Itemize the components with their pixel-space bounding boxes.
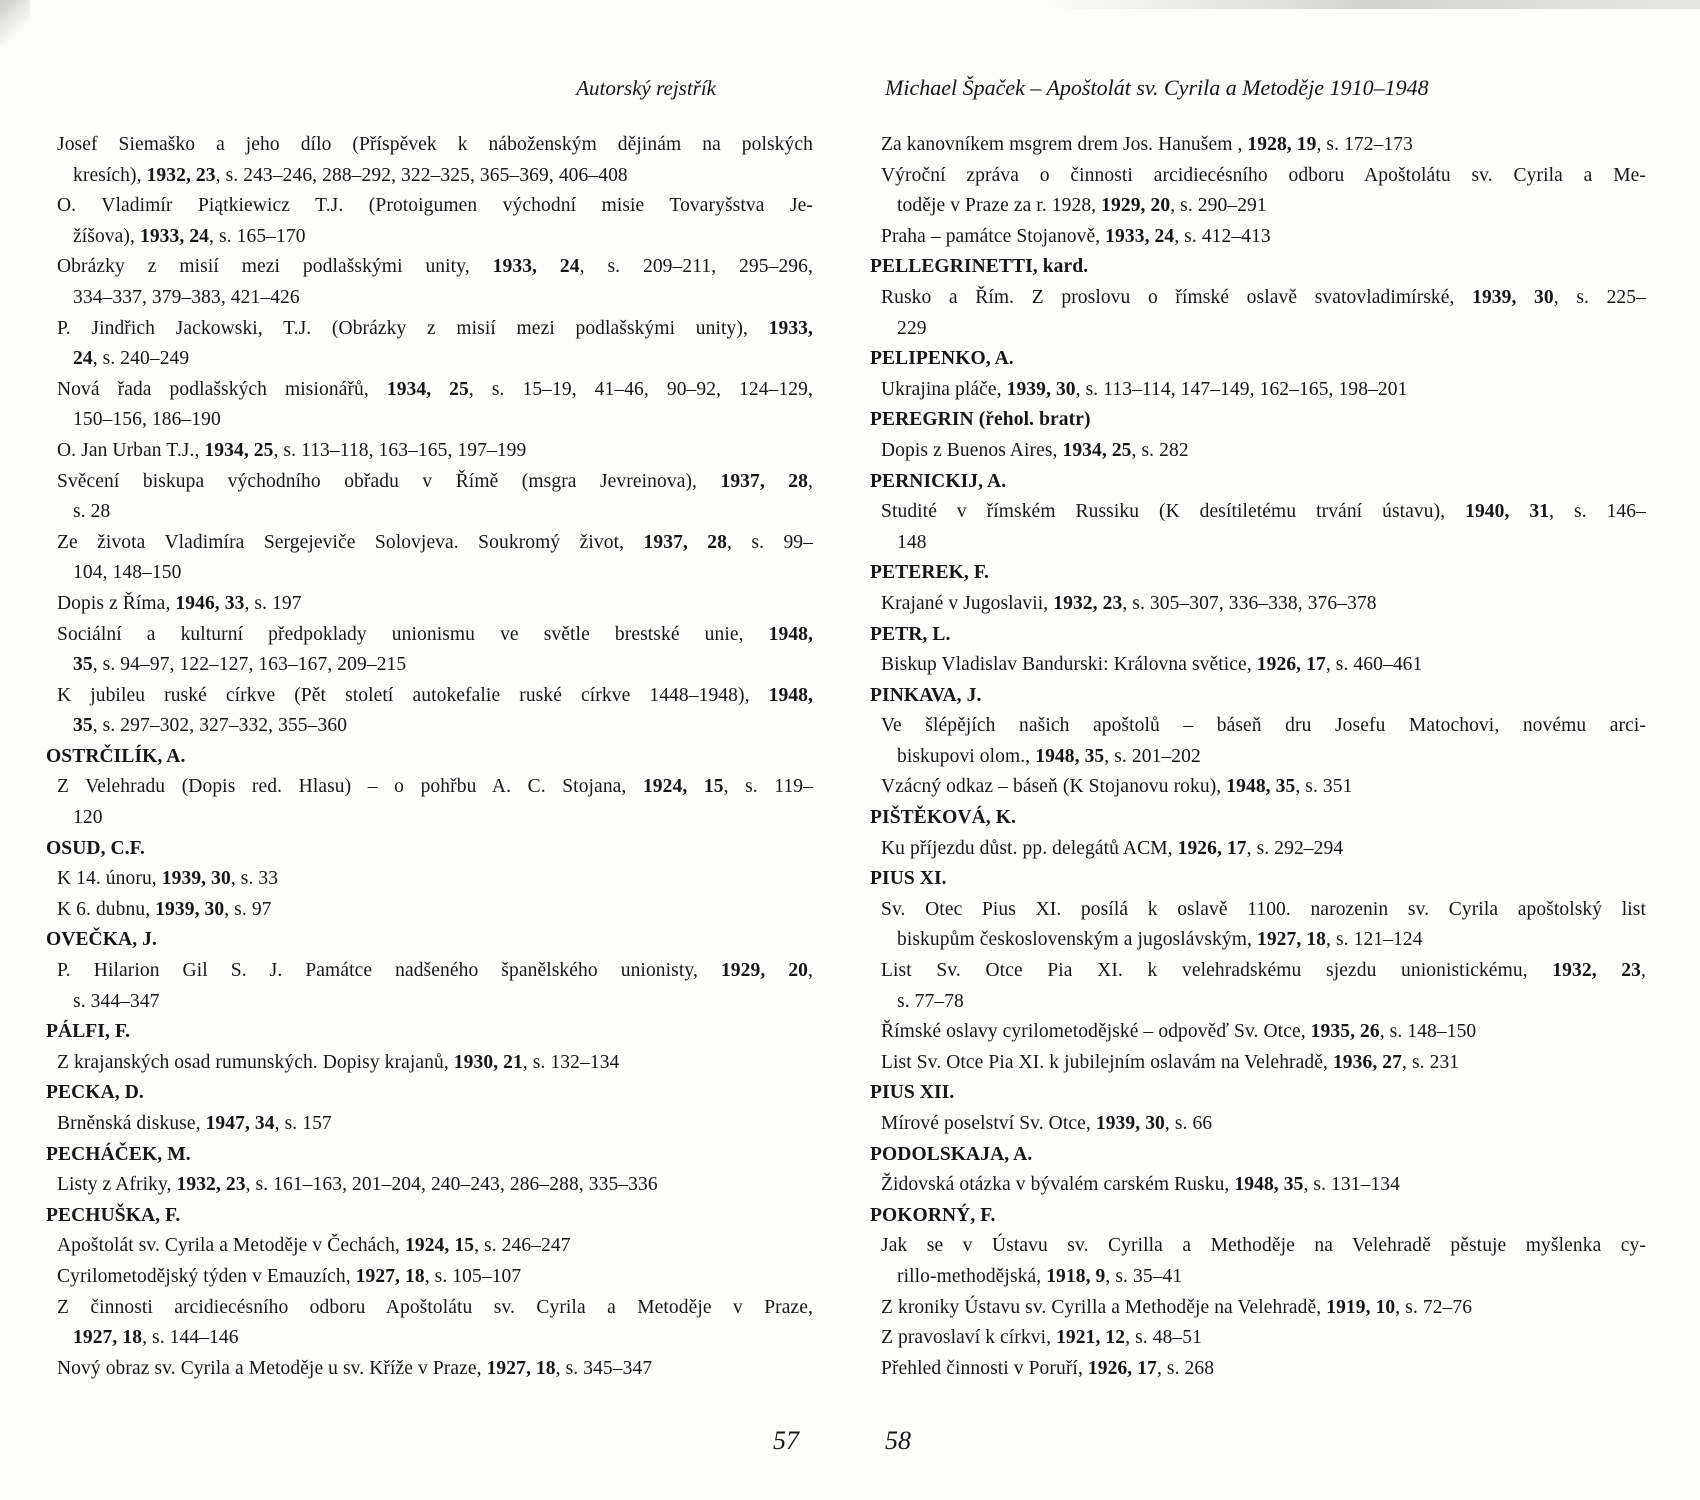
entry-text: Apoštolát sv. Cyrila a Metoděje v Čechách, <box>57 1235 405 1257</box>
year-volume-bold: 1937, 28 <box>720 470 808 492</box>
index-entry <box>46 895 813 926</box>
entry-text: , s. 292–294 <box>1246 837 1344 859</box>
index-entry <box>870 1017 1646 1048</box>
entry-text: P. Jindřich Jackowski, T.J. (Obrázky z misií mezi podlašskými unity), <box>57 317 769 339</box>
entry-line <box>881 1293 1646 1324</box>
entry-text: , s. 297–302, 327–332, 355–360 <box>92 715 348 737</box>
entry-text: Z kroniky Ústavu sv. Cyrilla a Methoděje na Velehradě, <box>881 1296 1327 1318</box>
author-heading: PETR, L. <box>870 623 951 645</box>
entry-line <box>57 681 813 712</box>
entry-text: , s. 412–413 <box>1174 225 1271 247</box>
year-volume-bold: 1924, 15 <box>405 1235 475 1257</box>
entry-text: , <box>808 470 813 492</box>
year-volume-bold: 1933, 24 <box>139 225 210 247</box>
year-volume-bold: 1948, 35 <box>1226 776 1296 798</box>
entry-line <box>881 1354 1646 1385</box>
entry-text: , s. 305–307, 336–338, 376–378 <box>1122 592 1377 614</box>
entry-line <box>881 711 1646 742</box>
entry-line <box>881 375 1646 406</box>
entry-line <box>57 864 813 895</box>
index-entry <box>870 772 1646 803</box>
entry-text: 229 <box>897 317 927 339</box>
index-entry <box>46 620 813 681</box>
index-column-right <box>870 130 1646 1384</box>
entry-text: Ve šlépějích našich apoštolů – báseň dru Josefu Matochovi, novému arci- <box>881 715 1646 737</box>
entry-line <box>73 558 813 589</box>
entry-text: biskupovi olom., <box>897 745 1036 767</box>
year-volume-bold: 1926, 17 <box>1177 837 1247 859</box>
year-volume-bold: 1927, 18 <box>1256 929 1327 951</box>
entry-text: K 14. únoru, <box>57 868 162 890</box>
index-entry <box>46 436 813 467</box>
entry-text: Z pravoslaví k církvi, <box>881 1327 1057 1349</box>
entry-line <box>57 375 813 406</box>
entry-text: 150–156, 186–190 <box>73 409 221 431</box>
entry-text: List Sv. Otce Pia XI. k jubilejním oslavám na Velehradě, <box>881 1051 1333 1073</box>
entry-text: 148 <box>897 531 927 553</box>
entry-line <box>73 803 813 834</box>
entry-text: , s. 35–41 <box>1105 1265 1183 1287</box>
entry-text: , s. 282 <box>1131 439 1189 461</box>
index-entry <box>46 528 813 589</box>
index-entry <box>46 681 813 742</box>
year-volume-bold: 1918, 9 <box>1046 1265 1106 1287</box>
entry-text: Z krajanských osad rumunských. Dopisy krajanů, <box>57 1051 454 1073</box>
year-volume-bold: 1948, 35 <box>1035 745 1105 767</box>
entry-line <box>881 222 1646 253</box>
entry-text: , s. 113–114, 147–149, 162–165, 198–201 <box>1075 378 1408 400</box>
entry-text: Sv. Otec Pius XI. posílá k oslavě 1100. narozenin sv. Cyrila apoštolský list <box>881 898 1646 920</box>
index-column-left <box>46 130 813 1384</box>
entry-text: , s. 144–146 <box>142 1327 239 1349</box>
running-head-left: Autorský rejstřík <box>576 76 716 100</box>
entry-line <box>881 1017 1646 1048</box>
entry-line <box>73 161 813 192</box>
entry-line <box>57 589 813 620</box>
entry-text: O. Jan Urban T.J., <box>57 439 205 461</box>
index-entry <box>870 1048 1646 1079</box>
year-volume-bold: 35 <box>73 654 93 676</box>
year-volume-bold: 1933, <box>768 317 813 339</box>
entry-line <box>73 711 813 742</box>
index-entry <box>870 834 1646 865</box>
entry-text: s. 77–78 <box>897 990 964 1012</box>
entry-text: , s. 48–51 <box>1125 1327 1202 1349</box>
entry-line <box>57 130 813 161</box>
year-volume-bold: 1933, 24 <box>1105 225 1175 247</box>
index-entry <box>46 1170 813 1201</box>
entry-text: Z Velehradu (Dopis red. Hlasu) – o pohřbu A. C. Stojana, <box>57 776 643 798</box>
entry-text: , s. 66 <box>1164 1113 1213 1134</box>
entry-text: , s. 209–211, 295–296, <box>579 256 813 278</box>
entry-text: s. 344–347 <box>73 990 160 1012</box>
entry-text: Rusko a Řím. Z proslovu o římské oslavě svatovladimírské, <box>881 286 1473 308</box>
entry-text: žíšova), <box>73 225 140 247</box>
index-entry <box>46 252 813 313</box>
entry-line <box>897 528 1646 559</box>
entry-text: Listy z Afriky, <box>57 1174 177 1196</box>
index-entry <box>46 1048 813 1079</box>
author-heading: PODOLSKAJA, A. <box>870 1143 1033 1165</box>
index-entry <box>870 711 1646 772</box>
entry-text: , s. 460–461 <box>1325 654 1423 676</box>
index-entry <box>46 1231 813 1262</box>
entry-line <box>897 987 1646 1018</box>
index-entry <box>46 1262 813 1293</box>
year-volume-bold: 1932, 23 <box>176 1174 246 1196</box>
year-volume-bold: 1936, 27 <box>1332 1051 1403 1073</box>
entry-line <box>881 130 1646 161</box>
entry-line <box>881 1231 1646 1262</box>
author-heading: PINKAVA, J. <box>870 684 982 706</box>
index-entry <box>46 314 813 375</box>
year-volume-bold: 1948, <box>768 684 813 706</box>
entry-line <box>57 1231 813 1262</box>
author-heading: PELLEGRINETTI, kard. <box>870 256 1089 278</box>
index-entry <box>870 1109 1646 1140</box>
entry-line <box>57 252 813 283</box>
year-volume-bold: 1927, 18 <box>73 1327 143 1349</box>
entry-line <box>57 528 813 559</box>
entry-text: , s. 165–170 <box>209 225 306 247</box>
author-heading: OSTRČILÍK, A. <box>46 745 186 767</box>
entry-line <box>57 1262 813 1293</box>
entry-text: Jak se v Ústavu sv. Cyrilla a Methoděje na Velehradě pěstuje myšlenka cy- <box>881 1235 1646 1257</box>
author-heading: PÁLFI, F. <box>46 1021 131 1043</box>
index-entry <box>870 222 1646 253</box>
entry-text: , <box>808 960 813 982</box>
index-entry <box>870 1323 1646 1354</box>
entry-text: Svěcení biskupa východního obřadu v Římě (msgra Jevreinova), <box>57 470 721 492</box>
entry-text: , s. 345–347 <box>555 1357 653 1379</box>
entry-text: Za kanovníkem msgrem drem Jos. Hanušem , <box>881 134 1248 155</box>
entry-line <box>57 191 813 222</box>
year-volume-bold: 1932, 23 <box>146 164 216 186</box>
entry-line <box>73 344 813 375</box>
index-entry <box>46 1293 813 1354</box>
author-heading: PIŠTĚKOVÁ, K. <box>870 807 1016 829</box>
entry-text: Sociální a kulturní předpoklady unionismu ve světle brestské unie, <box>57 623 769 645</box>
year-volume-bold: 1927, 18 <box>355 1265 425 1287</box>
index-entry <box>870 1293 1646 1324</box>
entry-text: , s. 351 <box>1295 776 1353 798</box>
index-entry <box>870 589 1646 620</box>
entry-line <box>881 1109 1646 1140</box>
author-heading: PETEREK, F. <box>870 562 990 584</box>
index-entry <box>46 772 813 833</box>
entry-text: , <box>1641 960 1646 982</box>
entry-line <box>57 1354 813 1385</box>
entry-line <box>881 772 1646 803</box>
year-volume-bold: 1930, 21 <box>453 1051 523 1073</box>
entry-text: , s. 113–118, 163–165, 197–199 <box>273 439 527 461</box>
author-heading: OSUD, C.F. <box>46 837 145 859</box>
entry-text: Židovská otázka v bývalém carském Rusku, <box>881 1174 1235 1196</box>
year-volume-bold: 1934, 25 <box>386 378 469 400</box>
scan-artifact-top-left <box>0 0 30 46</box>
entry-text: , s. 99– <box>727 531 813 553</box>
entry-text: , s. 225– <box>1553 286 1646 308</box>
entry-text: Ze života Vladimíra Sergejeviče Solovjeva. Soukromý život, <box>57 531 644 553</box>
entry-text: Biskup Vladislav Bandurski: Královna světice, <box>881 654 1257 676</box>
entry-text: , s. 33 <box>230 868 279 890</box>
entry-text: Vzácný odkaz – báseň (K Stojanovu roku), <box>881 776 1227 798</box>
year-volume-bold: 1939, 30 <box>1006 378 1076 400</box>
entry-text: rillo-methodějská, <box>897 1265 1047 1287</box>
entry-text: Přehled činnosti v Poruří, <box>881 1357 1088 1379</box>
entry-line <box>73 987 813 1018</box>
entry-text: , s. 119– <box>723 776 813 798</box>
year-volume-bold: 1948, <box>768 623 813 645</box>
entry-text: Dopis z Buenos Aires, <box>881 439 1063 461</box>
entry-text: K jubileu ruské církve (Pět století autokefalie ruské církve 1448–1948), <box>57 684 769 706</box>
entry-line <box>881 283 1646 314</box>
entry-text: , s. 105–107 <box>424 1265 522 1287</box>
index-entry <box>870 650 1646 681</box>
entry-text: K 6. dubnu, <box>57 898 156 920</box>
year-volume-bold: 1946, 33 <box>175 592 245 614</box>
author-heading: PEREGRIN (řehol. bratr) <box>870 409 1091 431</box>
entry-text: , s. 290–291 <box>1170 195 1267 217</box>
entry-text: , s. 157 <box>274 1113 332 1134</box>
entry-text: , s. 131–134 <box>1303 1174 1400 1196</box>
year-volume-bold: 1932, 23 <box>1552 960 1641 982</box>
entry-line <box>73 222 813 253</box>
entry-text: Ukrajina pláče, <box>881 378 1007 400</box>
index-entry <box>870 283 1646 344</box>
entry-text: , s. 72–76 <box>1395 1296 1473 1318</box>
entry-line <box>57 314 813 345</box>
entry-text: List Sv. Otce Pia XI. k velehradskému sjezdu unionistickému, <box>881 960 1553 982</box>
entry-text: , s. 94–97, 122–127, 163–167, 209–215 <box>92 654 407 676</box>
entry-line <box>57 1170 813 1201</box>
entry-line <box>73 497 813 528</box>
entry-text: , s. 15–19, 41–46, 90–92, 124–129, <box>468 378 813 400</box>
year-volume-bold: 1929, 20 <box>720 960 809 982</box>
entry-line <box>897 742 1646 773</box>
year-volume-bold: 1929, 20 <box>1101 195 1171 217</box>
author-heading: OVEČKA, J. <box>46 929 157 951</box>
entry-line <box>881 497 1646 528</box>
entry-line <box>881 834 1646 865</box>
author-heading: PECHUŠKA, F. <box>46 1204 181 1226</box>
entry-text: Brněnská diskuse, <box>57 1113 206 1134</box>
entry-text: , s. 201–202 <box>1104 745 1201 767</box>
entry-text: 120 <box>73 807 103 829</box>
year-volume-bold: 1926, 17 <box>1087 1357 1157 1379</box>
entry-line <box>57 1109 813 1140</box>
entry-line <box>57 1048 813 1079</box>
author-heading: POKORNÝ, F. <box>870 1204 996 1226</box>
running-head-right: Michael Špaček – Apoštolát sv. Cyrila a Metoděje 1910–1948 <box>885 75 1429 100</box>
entry-text: , s. 172–173 <box>1316 134 1414 155</box>
year-volume-bold: 1939, 30 <box>161 868 231 890</box>
entry-line <box>897 191 1646 222</box>
year-volume-bold: 1919, 10 <box>1326 1296 1396 1318</box>
index-entry <box>46 1109 813 1140</box>
entry-text: , s. 121–124 <box>1326 929 1423 951</box>
index-entry <box>870 436 1646 467</box>
entry-line <box>881 1048 1646 1079</box>
entry-line <box>57 1293 813 1324</box>
entry-text: Mírové poselství Sv. Otce, <box>881 1113 1096 1134</box>
index-entry <box>870 1354 1646 1385</box>
author-heading: PIUS XI. <box>870 868 947 890</box>
entry-line <box>73 405 813 436</box>
year-volume-bold: 1947, 34 <box>205 1113 275 1134</box>
entry-text: 334–337, 379–383, 421–426 <box>73 286 300 308</box>
entry-text: 104, 148–150 <box>73 562 182 584</box>
entry-line <box>73 650 813 681</box>
index-entry <box>870 956 1646 1017</box>
index-entry <box>870 161 1646 222</box>
entry-text: , s. 146– <box>1549 501 1646 523</box>
entry-text: biskupům československým a jugoslávským, <box>897 929 1257 951</box>
entry-text: Obrázky z misií mezi podlašskými unity, <box>57 256 493 278</box>
entry-text: , s. 243–246, 288–292, 322–325, 365–369, 406–408 <box>215 164 628 186</box>
year-volume-bold: 1948, 35 <box>1234 1174 1304 1196</box>
year-volume-bold: 1927, 18 <box>486 1357 556 1379</box>
entry-line <box>57 620 813 651</box>
scan-artifact-top-right <box>1040 0 1700 9</box>
entry-text: , s. 197 <box>244 592 302 614</box>
entry-text: , s. 246–247 <box>474 1235 571 1257</box>
author-heading: PELIPENKO, A. <box>870 348 1014 370</box>
entry-text: Josef Siemaško a jeho dílo (Příspěvek k náboženským dějinám na polských <box>57 134 813 155</box>
entry-text: Z činnosti arcidiecésního odboru Apoštolátu sv. Cyrila a Metoděje v Praze, <box>57 1296 813 1318</box>
entry-text: toděje v Praze za r. 1928, <box>897 195 1102 217</box>
entry-line <box>881 956 1646 987</box>
year-volume-bold: 1939, 30 <box>155 898 225 920</box>
entry-text: , s. 268 <box>1156 1357 1215 1379</box>
index-entry <box>870 497 1646 558</box>
year-volume-bold: 1939, 30 <box>1472 286 1554 308</box>
author-heading: PIUS XII. <box>870 1082 955 1104</box>
entry-text: Nová řada podlašských misionářů, <box>57 378 387 400</box>
author-heading: PECKA, D. <box>46 1082 144 1104</box>
entry-text: P. Hilarion Gil S. J. Památce nadšeného španělského unionisty, <box>57 960 721 982</box>
entry-line <box>881 650 1646 681</box>
entry-text: Cyrilometodějský týden v Emauzích, <box>57 1265 356 1287</box>
entry-text: kresích), <box>73 164 147 186</box>
entry-text: Nový obraz sv. Cyrila a Metoděje u sv. Kříže v Praze, <box>57 1357 487 1379</box>
entry-text: s. 28 <box>73 501 111 523</box>
year-volume-bold: 1932, 23 <box>1053 592 1123 614</box>
entry-text: Výroční zpráva o činnosti arcidiecésního odboru Apoštolátu sv. Cyrila a Me- <box>881 164 1646 186</box>
entry-text: Studité v římském Russiku (K desítiletému trvání ústavu), <box>881 501 1466 523</box>
year-volume-bold: 1939, 30 <box>1095 1113 1165 1134</box>
page-number-right: 58 <box>885 1426 911 1455</box>
index-entry <box>870 375 1646 406</box>
entry-line <box>57 436 813 467</box>
index-entry <box>46 130 813 191</box>
entry-text: , s. 240–249 <box>92 348 190 370</box>
index-entry <box>46 589 813 620</box>
year-volume-bold: 1921, 12 <box>1056 1327 1126 1349</box>
index-entry <box>870 130 1646 161</box>
year-volume-bold: 1926, 17 <box>1256 654 1326 676</box>
entry-line <box>57 956 813 987</box>
index-entry <box>46 375 813 436</box>
entry-line <box>897 925 1646 956</box>
year-volume-bold: 1940, 31 <box>1465 501 1550 523</box>
index-entry <box>870 895 1646 956</box>
entry-text: , s. 161–163, 201–204, 240–243, 286–288, 335–336 <box>245 1174 658 1196</box>
index-entry <box>46 1354 813 1385</box>
year-volume-bold: 24 <box>73 348 93 370</box>
entry-text: Římské oslavy cyrilometodějské – odpověď Sv. Otce, <box>881 1021 1311 1043</box>
year-volume-bold: 1937, 28 <box>643 531 727 553</box>
year-volume-bold: 1935, 26 <box>1310 1021 1380 1043</box>
entry-line <box>881 589 1646 620</box>
page-number-left: 57 <box>773 1426 799 1455</box>
year-volume-bold: 35 <box>73 715 93 737</box>
entry-line <box>897 314 1646 345</box>
entry-text: Krajané v Jugoslavii, <box>881 592 1054 614</box>
entry-line <box>881 161 1646 192</box>
year-volume-bold: 1934, 25 <box>204 439 274 461</box>
entry-line <box>881 1170 1646 1201</box>
index-entry <box>46 467 813 528</box>
entry-text: Dopis z Říma, <box>57 592 176 614</box>
entry-line <box>57 467 813 498</box>
index-entry <box>46 191 813 252</box>
entry-text: , s. 97 <box>224 898 272 920</box>
entry-text: Praha – památce Stojanově, <box>881 225 1106 247</box>
year-volume-bold: 1934, 25 <box>1062 439 1132 461</box>
entry-text: O. Vladimír Piątkiewicz T.J. (Protoigumen východní misie Tovaryšstva Je- <box>57 195 813 217</box>
entry-text: , s. 148–150 <box>1379 1021 1477 1043</box>
index-entry <box>46 956 813 1017</box>
entry-text: , s. 132–134 <box>522 1051 620 1073</box>
entry-line <box>57 772 813 803</box>
entry-line <box>73 283 813 314</box>
year-volume-bold: 1928, 19 <box>1247 134 1317 155</box>
entry-text: Ku příjezdu důst. pp. delegátů ACM, <box>881 837 1178 859</box>
index-entry <box>870 1231 1646 1292</box>
entry-line <box>881 1323 1646 1354</box>
year-volume-bold: 1933, 24 <box>492 256 580 278</box>
entry-line <box>57 895 813 926</box>
entry-line <box>881 895 1646 926</box>
year-volume-bold: 1924, 15 <box>642 776 724 798</box>
entry-line <box>881 436 1646 467</box>
entry-line <box>897 1262 1646 1293</box>
entry-text: , s. 231 <box>1402 1051 1460 1073</box>
index-entry <box>46 864 813 895</box>
index-entry <box>870 1170 1646 1201</box>
author-heading: PERNICKIJ, A. <box>870 470 1007 492</box>
author-heading: PECHÁČEK, M. <box>46 1143 191 1165</box>
entry-line <box>73 1323 813 1354</box>
